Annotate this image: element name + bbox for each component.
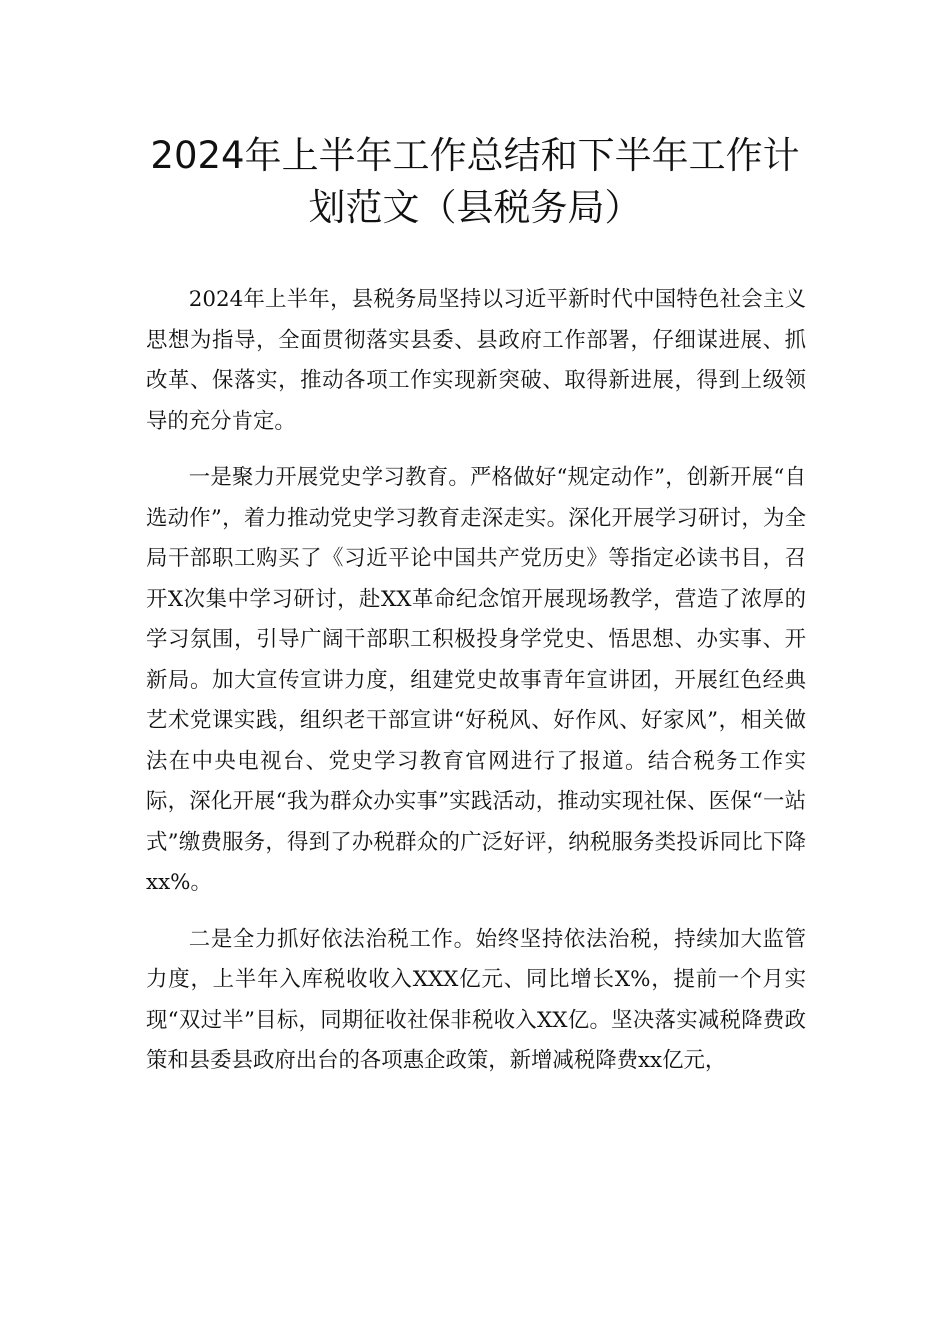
title-line-1: 2024年上半年工作总结和下半年工作计 (150, 134, 800, 177)
paragraph-party-history: 一是聚力开展党史学习教育。严格做好“规定动作”，创新开展“自选动作”，着力推动党史学习教育走深走实。深化开展学习研讨，为全局干部职工购买了《习近平论中国共产党历史》等指定必读书目，召开X次集中学习研讨，赴XX革命纪念馆开展现场教学，营造了浓厚的学习氛围，引导广阔干部职工积极投身学党史、悟思想、办实事、开新局。加大宣传宣讲力度，组建党史故事青年宣讲团，开展红色经典艺术党课实践，组织老干部宣讲“好税风、好作风、好家风”，相关做法在中央电视台、党史学习教育官网进行了报道。结合税务工作实际，深化开展“我为群众办实事”实践活动，推动实现社保、医保“一站式”缴费服务，得到了办税群众的广泛好评，纳税服务类投诉同比下降xx%。 (146, 465, 806, 895)
document-body (146, 280, 806, 1098)
title-line-2: 划范文（县税务局） (308, 186, 642, 229)
paragraph-intro: 2024年上半年，县税务局坚持以习近平新时代中国特色社会主义思想为指导，全面贯彻落实县委、县政府工作部署，仔细谋进展、抓改革、保落实，推动各项工作实现新突破、取得新进展，得到上级领导的充分肯定。 (146, 287, 806, 434)
document-title (0, 130, 950, 234)
paragraph-tax-law: 二是全力抓好依法治税工作。始终坚持依法治税，持续加大监管力度，上半年入库税收收入XXX亿元、同比增长X%，提前一个月实现“双过半”目标，同期征收社保非税收入XX亿。坚决落实减税降费政策和县委县政府出台的各项惠企政策，新增减税降费xx亿元， (146, 926, 806, 1073)
